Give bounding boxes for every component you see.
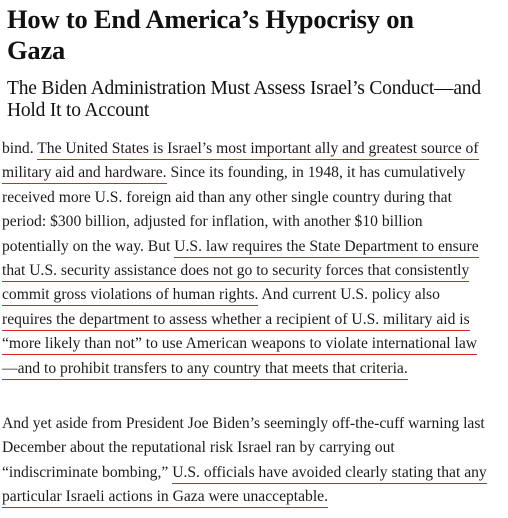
body-paragraph: [2, 412, 508, 510]
text-line: [2, 235, 508, 259]
plain-text: “indiscriminate bombing,”: [2, 463, 173, 481]
headline-line: Gaza: [7, 35, 66, 65]
highlighted-text: The United States is Israel’s most important ally and greatest source of: [37, 140, 478, 160]
highlighted-text: U.S. officials have avoided clearly stating that any: [172, 464, 487, 484]
text-line: [2, 485, 508, 509]
text-line: period: $300 billion, adjusted for inflation, with another $10 billion: [2, 213, 423, 231]
headline-line: How to End America’s Hypocrisy on: [7, 4, 414, 34]
text-line: received more U.S. foreign aid than any other single country during that: [2, 188, 452, 206]
plain-text: Since its founding, in 1948, it has cumulatively: [166, 164, 466, 182]
text-line: [2, 332, 508, 356]
highlighted-text: “more likely than not” to use American weapons to violate international law: [2, 335, 477, 355]
text-line: [2, 137, 508, 161]
subhead-line: The Biden Administration Must Assess Israel’s Conduct—and: [7, 78, 481, 99]
highlighted-text: that U.S. security assistance does not go to security forces that consistently: [2, 262, 469, 282]
highlighted-text: U.S. law requires the State Department to ensure: [174, 238, 478, 258]
text-line: [2, 461, 508, 485]
text-line: [2, 259, 508, 283]
text-line: And yet aside from President Joe Biden’s seemingly off-the-cuff warning last: [2, 415, 485, 432]
highlighted-text: —and to prohibit transfers to any country that meets that criteria.: [2, 360, 408, 380]
text-line: [2, 161, 508, 185]
text-line: [2, 357, 508, 381]
text-line: [2, 308, 508, 332]
plain-text: potentially on the way. But: [2, 237, 175, 255]
plain-text: And current U.S. policy also: [258, 286, 440, 304]
article-subheadline: [7, 78, 507, 122]
highlighted-text: requires the department to assess whether a recipient of U.S. military aid is: [2, 311, 470, 331]
plain-text: bind.: [2, 140, 38, 157]
article-headline: [7, 4, 503, 66]
subhead-line: Hold It to Account: [7, 100, 150, 121]
body-paragraph: [2, 137, 508, 381]
highlighted-text: commit gross violations of human rights.: [2, 286, 258, 306]
highlighted-text: military aid and hardware.: [2, 164, 167, 184]
text-line: December about the reputational risk Israel ran by carrying out: [2, 439, 395, 457]
text-line: [2, 283, 508, 307]
highlighted-text: particular Israeli actions in Gaza were unacceptable.: [2, 488, 328, 508]
